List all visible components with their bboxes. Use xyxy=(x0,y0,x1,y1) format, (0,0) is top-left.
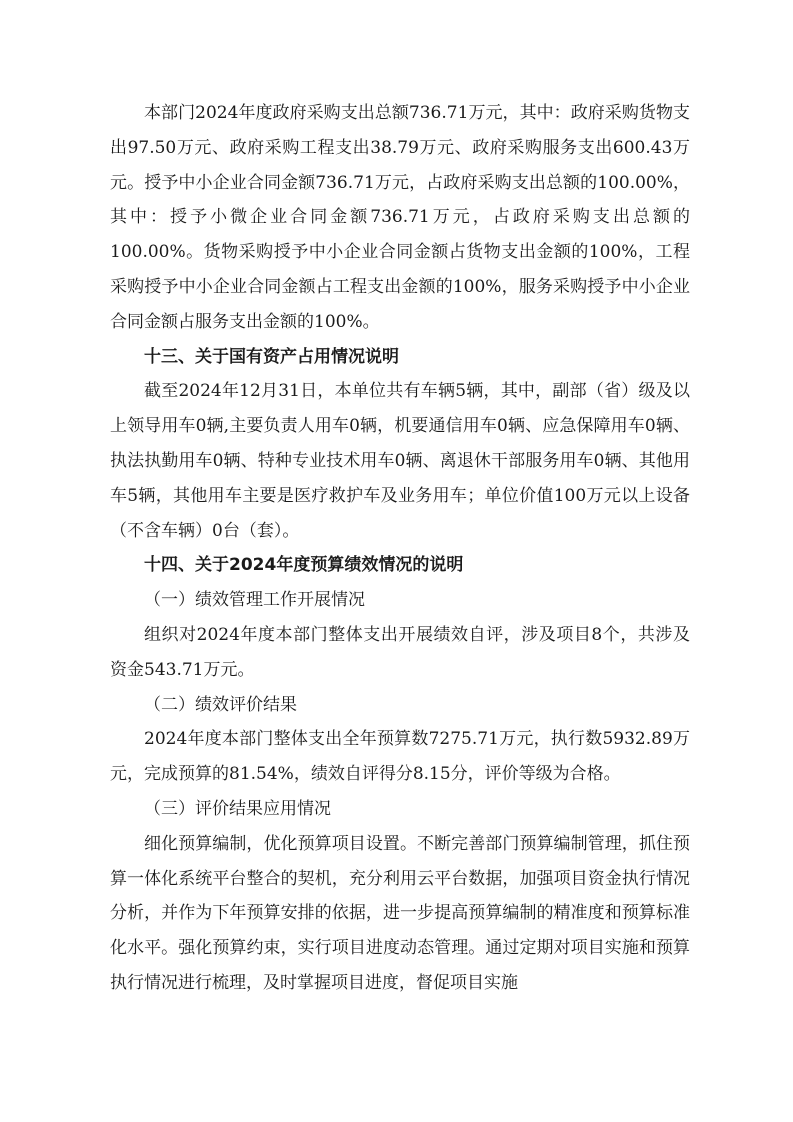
section-heading-14: 十四、关于2024年度预算绩效情况的说明 xyxy=(144,555,464,576)
paragraph-budget-results: 2024年度本部门整体支出全年预算数7275.71万元，执行数5932.89万元，完成预算的81.54%，绩效自评得分8.15分，评价等级为合格。 xyxy=(110,729,690,785)
paragraph-procurement: 本部门2024年度政府采购支出总额736.71万元，其中：政府采购货物支出97.50万元、政府采购工程支出38.79万元、政府采购服务支出600.43万元。授予中小企业合同金额736.71万元，占政府采购支出总额的100.00%，其中：授予小微企业合同金额736.71万元，占政府采购支出总额的100.00%。货物采购授予中小企业合同金额占货物支出金额的100%，工程采购授予中小企业合同金额占工程支出金额的100%，服务采购授予中小企业合同金额占服务支出金额的100%。 xyxy=(110,103,690,332)
paragraph-budget-refinement: 细化预算编制，优化预算项目设置。不断完善部门预算编制管理，抓住预算一体化系统平台整合的契机，充分利用云平台数据，加强项目资金执行情况分析，并作为下年预算安排的依据，进一步提高预算编制的精准度和预算标准化水平。强化预算约束，实行项目进度动态管理。通过定期对项目实施和预算执行情况进行梳理，及时掌握项目进度，督促项目实施 xyxy=(110,833,690,993)
paragraph-self-evaluation: 组织对2024年度本部门整体支出开展绩效自评，涉及项目8个，共涉及资金543.71万元。 xyxy=(110,624,690,680)
paragraph-state-assets: 截至2024年12月31日，本单位共有车辆5辆，其中，副部（省）级及以上领导用车0辆,主要负责人用车0辆，机要通信用车0辆、应急保障用车0辆、执法执勤用车0辆、特种专业技术用车0辆、离退休干部服务用车0辆、其他用车5辆，其他用车主要是医疗救护车及业务用车；单位价值100万元以上设备（不含车辆）0台（套）。 xyxy=(110,381,690,541)
section-heading-13: 十三、关于国有资产占用情况说明 xyxy=(144,346,399,367)
document-body xyxy=(110,96,690,1001)
subheading-evaluation-results: （二）绩效评价结果 xyxy=(144,694,297,715)
subheading-results-application: （三）评价结果应用情况 xyxy=(144,798,331,819)
subheading-performance-management: （一）绩效管理工作开展情况 xyxy=(144,590,365,611)
